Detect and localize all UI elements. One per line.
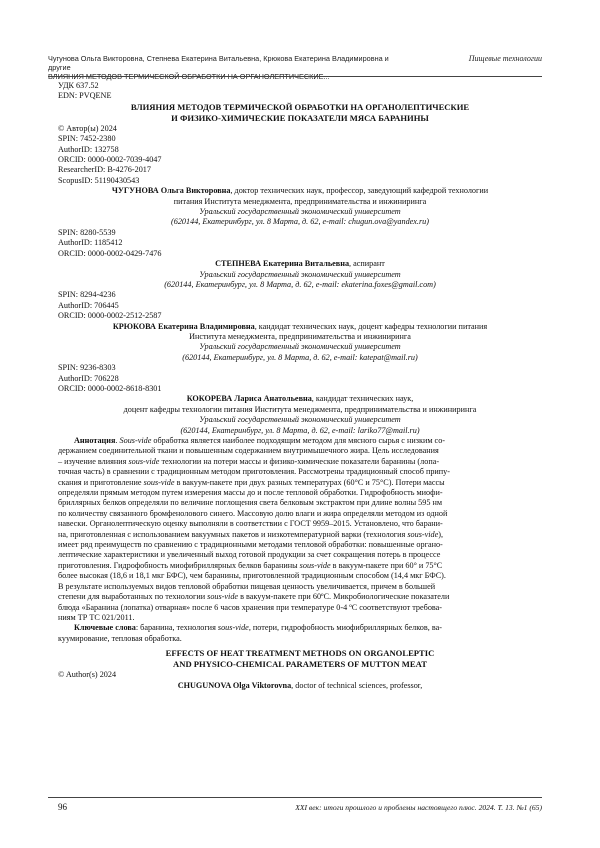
abstract-text: В результате используемых видов тепловой обработки пищевая ценность увеличивается, причем в большей — [58, 581, 436, 591]
author-4-ids — [58, 363, 542, 394]
keywords-label: Ключевые слова — [74, 623, 136, 633]
author-3-authorid: AuthorID: 706445 — [58, 300, 119, 310]
abstract-text: – изучение влияния — [58, 456, 129, 466]
abstract-term: sous-vide — [143, 477, 175, 487]
copyright-ru: © Автор(ы) 2024 — [58, 123, 117, 133]
author-3-address: (620144, Екатеринбург, ул. 8 Марта, д. 62, e-mail: katepat@mail.ru) — [182, 352, 418, 362]
abstract-text: точная часть) в сравнении с традиционным методом приготовления. Рассмотрены традиционный способ припу- — [58, 467, 451, 477]
keywords — [58, 623, 542, 644]
abstract-line — [58, 446, 542, 456]
header-section: Пищевые технологии — [468, 54, 542, 63]
abstract-text: в вакуум-пакете при двух разных температурах (60°С и 75°С). Потери массы — [174, 477, 445, 487]
abstract-term: sous-vide — [299, 560, 331, 570]
author-2-address: (620144, Екатеринбург, ул. 8 Марта, д. 62, e-mail: ekaterina.foxes@gmail.com) — [164, 279, 436, 289]
abstract-text: бриллярных белков определяли по величине поглощения света белковым экстрактом при длине волны 595 нм — [58, 498, 443, 508]
author-3-name: КРЮКОВА Екатерина Владимировна — [112, 321, 255, 331]
author-2-authorid: AuthorID: 1185412 — [58, 238, 123, 248]
abstract-term: sous-vide — [207, 592, 239, 602]
author-2-spin: SPIN: 8280-5539 — [58, 227, 116, 237]
author-3-desc: , кандидат технических наук, доцент кафедры технологии питания — [254, 321, 488, 331]
abstract-text: скания и приготовление — [58, 477, 144, 487]
abstract-line — [58, 530, 542, 540]
author-1-block — [58, 186, 542, 228]
author-2-affiliation: Уральский государственный экономический университет — [199, 269, 401, 279]
abstract-line — [58, 498, 542, 508]
abstract-term: Sous-vide — [119, 436, 152, 445]
title-ru-line-2: И ФИЗИКО-ХИМИЧЕСКИЕ ПОКАЗАТЕЛИ МЯСА БАРАНИНЫ — [171, 112, 429, 123]
author-3-spin: SPIN: 8294-4236 — [58, 290, 116, 300]
title-ru-line-1: ВЛИЯНИЯ МЕТОДОВ ТЕРМИЧЕСКОЙ ОБРАБОТКИ НА ОРГАНОЛЕПТИЧЕСКИЕ — [130, 101, 470, 112]
author-3-block — [58, 322, 542, 364]
abstract-text: обработка является наиболее подходящим методом для мясного сырья с низким со- — [151, 436, 446, 445]
author-1-researcherid: ResearcherID: B-4276-2017 — [58, 165, 151, 175]
abstract-text: . — [115, 436, 120, 445]
keyword-term: sous-vide — [217, 623, 249, 633]
edn-code: EDN: PVQENE — [58, 91, 112, 101]
abstract-line — [58, 478, 542, 488]
abstract-line — [58, 592, 542, 602]
footer-divider — [48, 797, 542, 798]
author-4-desc-2: доцент кафедры технологии питания Института менеджмента, предпринимательства и инжиниринга — [123, 404, 477, 414]
article-title-ru — [58, 102, 542, 124]
copyright-en: © Author(s) 2024 — [58, 670, 117, 680]
abstract-text: в вакуум-пакете при 60ºС. Микробиологические показатели — [238, 592, 450, 602]
abstract-text: в вакуум-пакете при 60° и 75°С — [330, 560, 443, 570]
author-4-address: (620144, Екатеринбург, ул. 8 Марта, д. 62, e-mail: lariko77@mail.ru) — [180, 425, 420, 435]
author-1-address: (620144, Екатеринбург, ул. 8 Марта, д. 62, e-mail: chugun.ova@yandex.ru) — [171, 217, 429, 227]
keywords-text: , потери, гидрофобность миофибриллярных белков, ва- — [248, 623, 442, 633]
abstract-text: по количеству связанного бромфенолового синего. Массовую долю влаги и жира определяли методом из одной — [58, 508, 448, 518]
udk-code: УДК 637.52 — [58, 81, 99, 90]
header-short-title: ВЛИЯНИЯ МЕТОДОВ ТЕРМИЧЕСКОЙ ОБРАБОТКИ НА ОРГАНОЛЕПТИЧЕСКИЕ... — [48, 72, 330, 81]
abstract-text: на, приготовленная с использованием вакуумных пакетов и низкотемпературной варки (технология — [58, 529, 408, 539]
header-divider — [48, 76, 542, 77]
page-number: 96 — [58, 802, 67, 812]
author-4-block — [58, 394, 542, 436]
abstract-text: ), — [438, 529, 444, 539]
author-4-authorid: AuthorID: 706228 — [58, 373, 119, 383]
abstract-text: технологии на потери массы и физико-химические показатели баранины (лопа- — [159, 456, 440, 466]
abstract-line — [58, 488, 542, 498]
abstract-text: более высокая (18,6 и 18,1 мкг БФС), чем баранины, приготовленной традиционным способом (14,4 мкг БФС). — [58, 571, 446, 581]
author-3-orcid: ORCID: 0000-0002-2512-2587 — [58, 311, 162, 321]
abstract-line — [58, 571, 542, 581]
abstract-text: лептические характеристики и увеличенный выход готовой продукции за счет сокращения потерь в процессе — [58, 550, 441, 560]
abstract-line — [58, 582, 542, 592]
author-en-block — [58, 681, 542, 691]
title-en-line-1: EFFECTS OF HEAT TREATMENT METHODS ON ORGANOLEPTIC — [165, 648, 435, 659]
abstract-term: sous-vide — [407, 529, 439, 539]
author-1-ids — [58, 134, 542, 186]
abstract — [58, 436, 542, 623]
author-3-ids — [58, 290, 542, 321]
author-2-desc: , аспирант — [349, 259, 385, 269]
author-4-name: КОКОРЕВА Лариса Анатольевна — [186, 394, 312, 404]
abstract-text: определяли прямым методом путем измерения массы до и после тепловой обработки. Гидрофобность миофи- — [58, 488, 443, 498]
author-1-desc-2: питания Института менеджмента, предпринимательства и инжиниринга — [173, 196, 427, 206]
author-en-desc: , doctor of technical sciences, professor, — [291, 680, 423, 690]
article-body — [58, 81, 542, 691]
abstract-line — [58, 561, 542, 571]
abstract-line — [58, 467, 542, 477]
author-1-affiliation: Уральский государственный экономический университет — [199, 207, 401, 217]
abstract-line — [58, 519, 542, 529]
keywords-line-2: куумирование, тепловая обработка. — [58, 633, 182, 643]
abstract-text: держанием соединительной ткани и повышенным содержанием внутримышечного жира. Цель исследования — [58, 446, 439, 456]
author-1-orcid: ORCID: 0000-0002-7039-4047 — [58, 155, 162, 165]
title-en-line-2: AND PHYSICO-CHEMICAL PARAMETERS OF MUTTON MEAT — [173, 659, 427, 670]
abstract-text: приготовления. Гидрофобность миофибриллярных белков баранины — [58, 560, 300, 570]
author-4-orcid: ORCID: 0000-0002-8618-8301 — [58, 383, 162, 393]
keywords-text: : баранина, технология — [135, 623, 218, 633]
abstract-line — [58, 603, 542, 613]
abstract-line — [58, 540, 542, 550]
author-1-desc: , доктор технических наук, профессор, заведующий кафедрой технологии — [230, 186, 489, 196]
journal-citation: XXI век: итоги прошлого и проблемы настоящего плюс. 2024. Т. 13. №1 (65) — [295, 803, 542, 812]
author-1-scopusid: ScopusID: 51190430543 — [58, 175, 140, 185]
abstract-text: блюда «Баранина (лопатка) отварная» после 6 часов хранения при температуре 0-4 ºС соответствуют требова- — [58, 602, 443, 612]
author-2-block — [58, 259, 542, 290]
author-2-ids — [58, 228, 542, 259]
abstract-line — [58, 550, 542, 560]
abstract-text: имеет ряд преимуществ по сравнению с традиционными методами тепловой обработки: повышенные органо- — [58, 540, 443, 550]
abstract-text: степени для выработанных по технологии — [58, 592, 208, 602]
author-4-affiliation: Уральский государственный экономический университет — [199, 415, 401, 425]
author-2-name: СТЕПНЕВА Екатерина Витальевна — [215, 259, 350, 269]
abstract-line — [58, 457, 542, 467]
author-1-spin: SPIN: 7452-2380 — [58, 134, 116, 144]
author-1-authorid: AuthorID: 132758 — [58, 144, 119, 154]
author-1-name: ЧУГУНОВА Ольга Викторовна — [111, 186, 231, 196]
abstract-text: ниям ТР ТС 021/2011. — [58, 612, 135, 622]
author-4-spin: SPIN: 9236-8303 — [58, 363, 116, 373]
abstract-label: Аннотация — [74, 436, 116, 445]
abstract-line — [58, 509, 542, 519]
article-title-en — [58, 648, 542, 670]
abstract-line — [58, 613, 542, 623]
author-3-affiliation: Уральский государственный экономический университет — [199, 342, 401, 352]
author-3-desc-2: Института менеджмента, предпринимательства и инжиниринга — [189, 331, 411, 341]
author-4-desc: , кандидат технических наук, — [311, 394, 414, 404]
abstract-line — [58, 436, 542, 446]
abstract-text: навески. Органолептическую оценку выполняли в соответствии с ГОСТ 9959–2015. Установлено, что барани- — [58, 519, 443, 529]
header-authors: Чугунова Ольга Викторовна, Степнева Екатерина Витальевна, Крюкова Екатерина Владимировна и другие — [48, 54, 389, 72]
author-en-name: CHUGUNOVA Olga Viktorovna — [177, 680, 292, 690]
abstract-term: sous-vide — [128, 456, 160, 466]
author-2-orcid: ORCID: 0000-0002-0429-7476 — [58, 248, 162, 258]
